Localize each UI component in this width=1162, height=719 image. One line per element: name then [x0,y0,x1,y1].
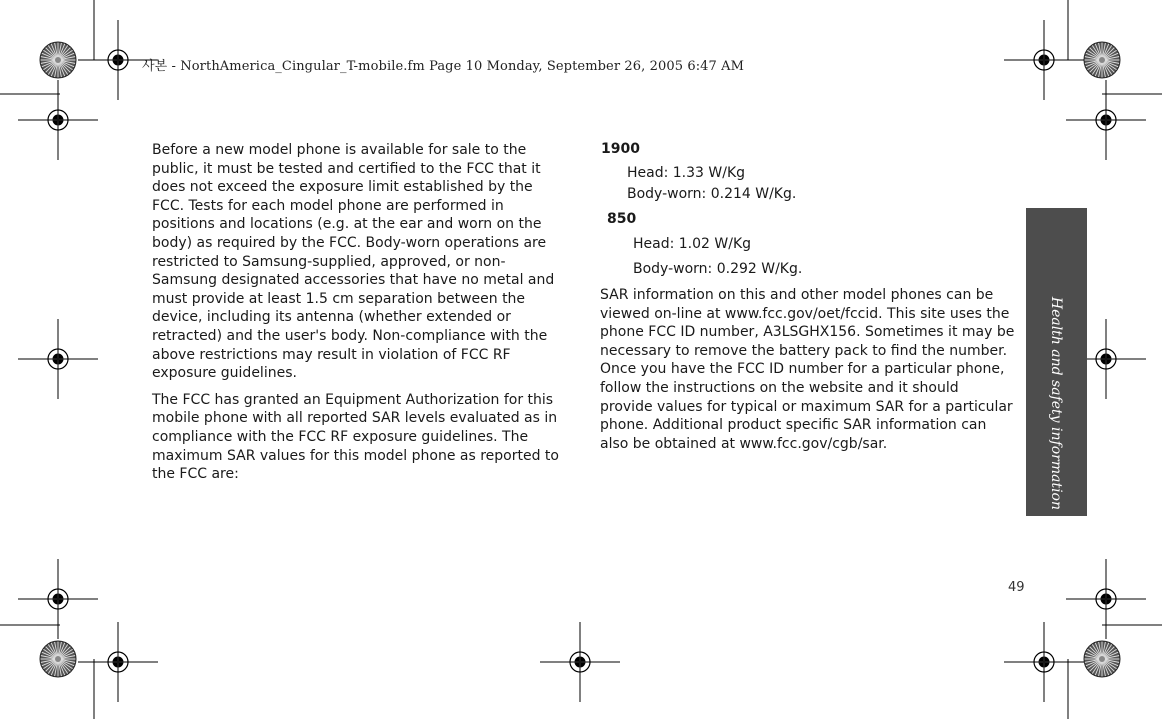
band-label-1900: 1900 [601,141,640,157]
sar-head-1900: Head: 1.33 W/Kg [627,165,746,181]
equipment-authorization-paragraph: The FCC has granted an Equipment Authorization for this mobile phone with all reported SAR levels evaluated as in compliance with the FCC RF exposure guidelines. The maximum SAR values for this model phone as reported to the FCC are: [152,391,559,483]
document-header: 사본 - NorthAmerica_Cingular_T-mobile.fm Page 10 Monday, September 26, 2005 6:47 AM [142,59,745,74]
sar-body-850: Body-worn: 0.292 W/Kg. [633,261,803,277]
band-label-850: 850 [607,211,637,227]
left-column [152,141,562,492]
sar-information-paragraph: SAR information on this and other model phones can be viewed on-line at www.fcc.gov/oet/fccid. This site uses the phone FCC ID number, A3LSGHX156. Sometimes it may be necessary to remove the battery pack to find the number. Once you have the FCC ID number for a particular phone, follow the instructions on the website and it should provide values for typical or maximum SAR for a particular phone. Additional product specific SAR information can also be obtained at www.fcc.gov/cgb/sar. [600,287,1015,452]
page-number: 49 [1008,580,1025,595]
side-tab-label: Health and safety information [1048,296,1064,510]
sar-body-1900: Body-worn: 0.214 W/Kg. [627,186,797,202]
sar-head-850: Head: 1.02 W/Kg [633,236,752,252]
fcc-testing-paragraph: Before a new model phone is available for sale to the public, it must be tested and certified to the FCC that it does not exceed the exposure limit established by the FCC. Tests for each model phone are performed in positions and locations (e.g. at the ear and worn on the body) as required by the FCC. Body-worn operations are restricted to Samsung-supplied, approved, or non- Samsung designated accessories that have no metal and must provide at least 1.5 cm separation between the device, including its antenna (whether extended or retracted) and the user's body. Non-compliance with the above restrictions may result in violation of FCC RF exposure guidelines. [152,142,555,382]
section-side-tab [1026,208,1087,516]
right-column [600,286,1015,453]
